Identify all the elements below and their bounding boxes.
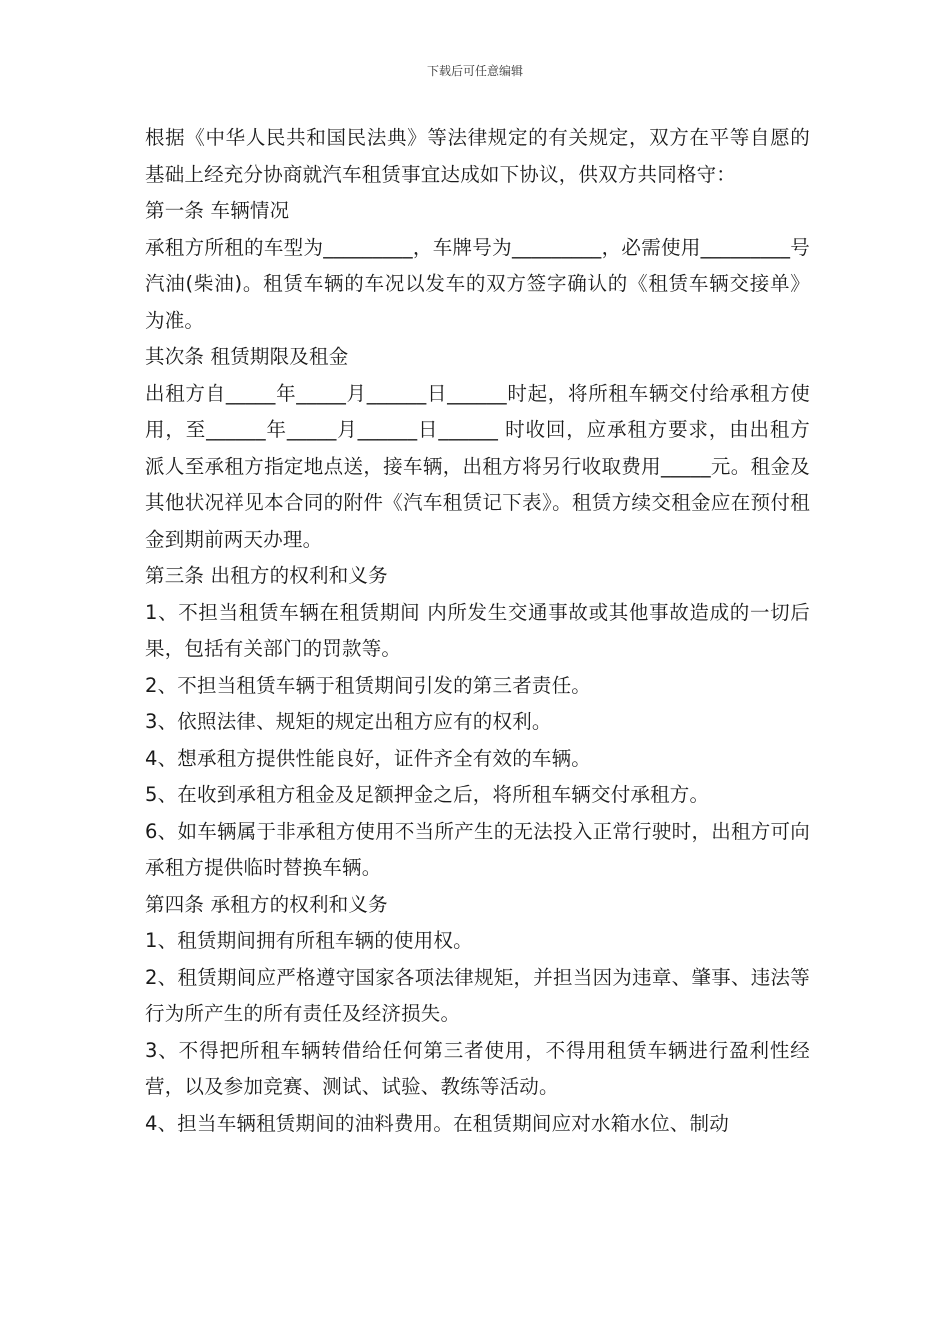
list-item: 3、不得把所租车辆转借给任何第三者使用，不得用租赁车辆进行盈利性经营，以及参加竞赛、测试、试验、教练等活动。	[145, 1038, 810, 1098]
list-item: 5、在收到承租方租金及足额押金之后，将所租车辆交付承租方。	[145, 783, 710, 806]
article-1-heading: 第一条 车辆情况	[145, 199, 290, 222]
document-body	[145, 120, 810, 1142]
list-item: 2、租赁期间应严格遵守国家各项法律规矩，并担当因为违章、肇事、违法等行为所产生的所有责任及经济损失。	[145, 965, 810, 1025]
list-item: 6、如车辆属于非承租方使用不当所产生的无法投入正常行驶时，出租方可向承租方提供临时替换车辆。	[145, 819, 810, 879]
intro-paragraph: 根据《中华人民共和国民法典》等法律规定的有关规定，双方在平等自愿的基础上经充分协商就汽车租赁事宜达成如下协议，供双方共同格守：	[145, 126, 810, 186]
article-1-paragraph: 承租方所租的车型为_________，车牌号为_________，必需使用_________号汽油(柴油)。租赁车辆的车况以发车的双方签字确认的《租赁车辆交接单》为准。	[145, 235, 810, 332]
article-4-heading: 第四条 承租方的权利和义务	[145, 892, 388, 916]
list-item: 4、担当车辆租赁期间的油料费用。在租赁期间应对水箱水位、制动	[145, 1111, 729, 1135]
page-header: 下载后可任意编辑	[426, 64, 523, 78]
list-item: 3、依照法律、规矩的规定出租方应有的权利。	[145, 710, 552, 733]
list-item: 2、不担当租赁车辆于租赁期间引发的第三者责任。	[145, 673, 592, 697]
list-item: 1、租赁期间拥有所租车辆的使用权。	[145, 929, 473, 952]
list-item: 1、不担当租赁车辆在租赁期间 内所发生交通事故或其他事故造成的一切后果，包括有关部门的罚款等。	[145, 600, 810, 660]
list-item: 4、想承租方提供性能良好，证件齐全有效的车辆。	[145, 746, 592, 770]
article-2-paragraph: 出租方自_____年_____月______日______时起，将所租车辆交付给承租方使用，至______年_____月______日______ 时收回，应承租方要求，由出租方派人至承租方指定地点送，接车辆，出租方将另行收取费用_____元。租金及其他状况祥见本合同的附件《汽车租赁记下表》。租赁方续交租金应在预付租金到期前两天办理。	[145, 381, 810, 551]
article-2-heading: 其次条 租赁期限及租金	[145, 345, 349, 368]
article-3-heading: 第三条 出租方的权利和义务	[145, 564, 388, 587]
